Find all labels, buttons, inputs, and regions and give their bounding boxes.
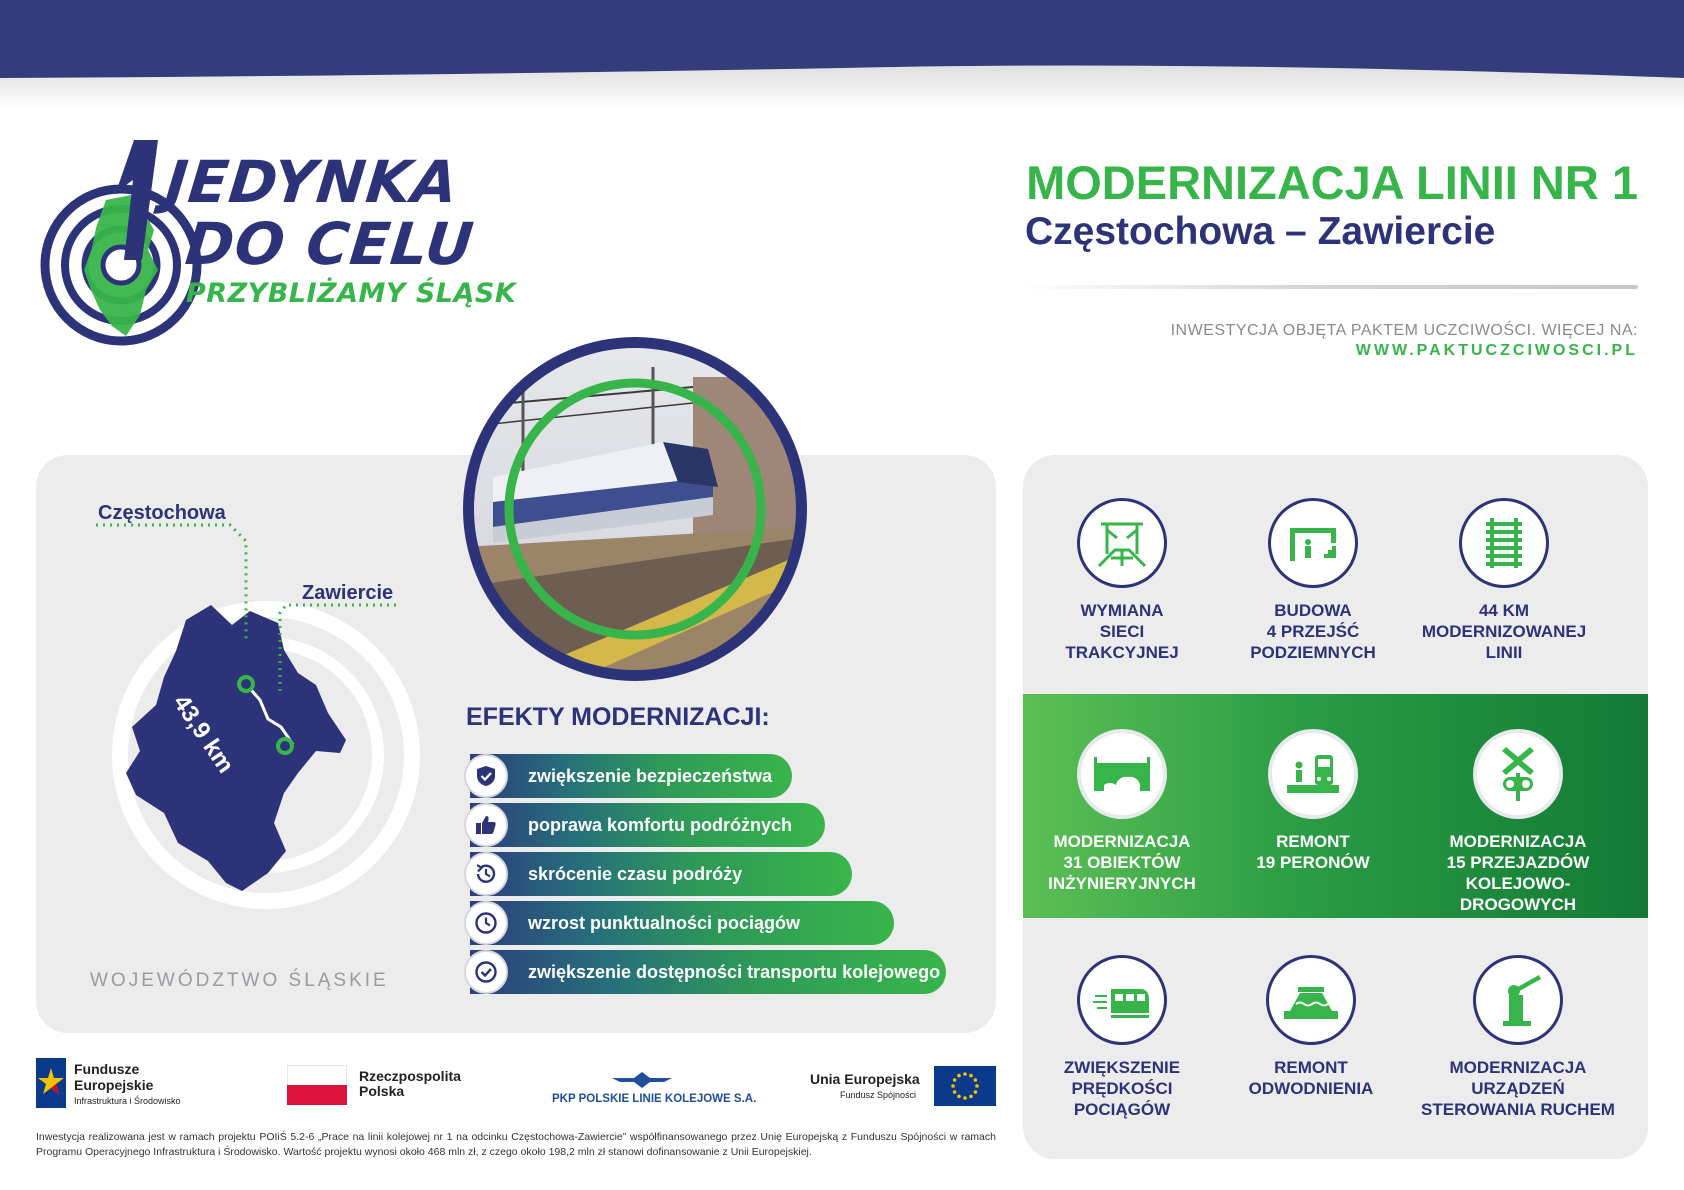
page-subtitle: Częstochowa – Zawiercie — [1025, 210, 1496, 253]
bridge-icon — [1077, 729, 1167, 819]
feature-item — [1022, 498, 1222, 663]
pkp-wings-icon — [612, 1070, 672, 1090]
underpass-icon — [1268, 498, 1358, 588]
pkp-label: PKP POLSKIE LINIE KOLEJOWE S.A. — [552, 1093, 757, 1105]
feature-item — [1022, 955, 1222, 1120]
effect-item — [470, 754, 792, 798]
logo-line-1: JEDYNKA — [162, 148, 462, 216]
effect-item — [470, 950, 946, 994]
effect-label: wzrost punktualności pociągów — [528, 912, 801, 933]
feature-item — [1211, 955, 1411, 1099]
feature-label: ZWIĘKSZENIE PRĘDKOŚCI POCIĄGÓW — [1063, 1058, 1181, 1119]
unia-europejska-logo — [810, 1066, 996, 1110]
city-label-czestochowa: Częstochowa — [98, 502, 226, 524]
feature-item — [1213, 729, 1413, 873]
feature-label: MODERNIZACJA URZĄDZEŃ STEROWANIA RUCHEM — [1421, 1058, 1615, 1119]
feature-item — [1213, 498, 1413, 663]
logo-line-2: DO CELU — [182, 210, 478, 278]
pkp-plk-logo — [550, 1070, 757, 1114]
feature-label: REMONT ODWODNIENIA — [1248, 1058, 1374, 1098]
feature-item — [1418, 955, 1618, 1120]
distance-label: 43,9 km — [167, 690, 240, 779]
fundusze-europejskie-logo — [36, 1058, 216, 1108]
fe-line-3: Infrastruktura i Środowisko — [74, 1096, 181, 1106]
feature-label: 44 KM MODERNIZOWANEJ LINII — [1421, 601, 1587, 662]
fe-line-1: Fundusze — [74, 1061, 140, 1077]
polish-flag-icon — [287, 1065, 347, 1105]
effects-title: EFEKTY MODERNIZACJI: — [466, 703, 770, 731]
rp-line-1: Rzeczpospolita — [359, 1068, 461, 1084]
pact-url-link[interactable]: WWW.PAKTUCZCIWOSCI.PL — [1355, 342, 1638, 359]
city-label-zawiercie: Zawiercie — [302, 582, 394, 604]
funding-footnote: Inwestycja realizowana jest w ramach projektu POIiŚ 5.2-6 „Prace na linii kolejowej nr 1 na odcinku Częstochowa-Zawiercie” współfinansowanego przez Unię Europejską z Funduszu Spójności w ramach Programu Operacyjnego Infrastruktura i Środowisko. Wartość projektu wynosi około 468 mln zł, z czego około 198,2 mln zł stanowi dofinansowanie z Unii Europejskiej. — [36, 1131, 996, 1158]
effect-label: skrócenie czasu podróży — [528, 863, 743, 884]
clock-icon — [464, 901, 508, 945]
rzeczpospolita-logo — [287, 1065, 487, 1109]
feature-label: WYMIANA SIECI TRAKCYJNEJ — [1065, 601, 1179, 662]
effect-label: zwiększenie bezpieczeństwa — [528, 765, 773, 786]
drainage-icon — [1266, 955, 1356, 1045]
signal-lever-icon — [1473, 955, 1563, 1045]
track-icon — [1459, 498, 1549, 588]
effect-label: poprawa komfortu podróżnych — [528, 814, 793, 835]
region-label: WOJEWÓDZTWO ŚLĄSKIE — [90, 970, 389, 991]
ue-line-2: Fundusz Spójności — [840, 1090, 917, 1100]
effect-item — [470, 803, 825, 847]
catenary-icon — [1077, 498, 1167, 588]
page-title: MODERNIZACJA LINII NR 1 — [1026, 156, 1638, 209]
shield-check-icon — [464, 754, 508, 798]
logo-tagline: PRZYBLIŻAMY ŚLĄSK — [186, 278, 517, 309]
feature-label: MODERNIZACJA 15 PRZEJAZDÓW KOLEJOWO-DROGOWYCH — [1446, 832, 1590, 914]
fe-star-icon — [36, 1058, 66, 1108]
feature-item — [1404, 498, 1604, 663]
rp-line-2: Polska — [359, 1083, 405, 1099]
feature-label: REMONT 19 PERONÓW — [1256, 832, 1370, 872]
level-crossing-icon — [1473, 729, 1563, 819]
thumbs-up-icon — [464, 803, 508, 847]
pact-text: INWESTYCJA OBJĘTA PAKTEM UCZCIWOŚCI. WIĘCEJ NA: — [1170, 322, 1638, 339]
train-photo — [463, 337, 807, 681]
feature-label: BUDOWA 4 PRZEJŚĆ PODZIEMNYCH — [1250, 601, 1376, 662]
project-logo — [36, 140, 556, 350]
ue-line-1: Unia Europejska — [810, 1071, 920, 1087]
clock-rewind-icon — [464, 852, 508, 896]
effect-item — [470, 901, 894, 945]
feature-item — [1418, 729, 1618, 915]
fast-train-icon — [1077, 955, 1167, 1045]
effect-label: zwiększenie dostępności transportu kolejowego — [528, 961, 941, 982]
platform-icon — [1268, 729, 1358, 819]
top-band — [0, 0, 1684, 110]
feature-item — [1022, 729, 1222, 894]
check-circle-icon — [464, 950, 508, 994]
effect-item — [470, 852, 852, 896]
fe-line-2: Europejskie — [74, 1077, 154, 1093]
eu-flag-icon — [934, 1066, 996, 1106]
title-divider — [1020, 285, 1638, 289]
feature-label: MODERNIZACJA 31 OBIEKTÓW INŻYNIERYJNYCH — [1048, 832, 1196, 893]
